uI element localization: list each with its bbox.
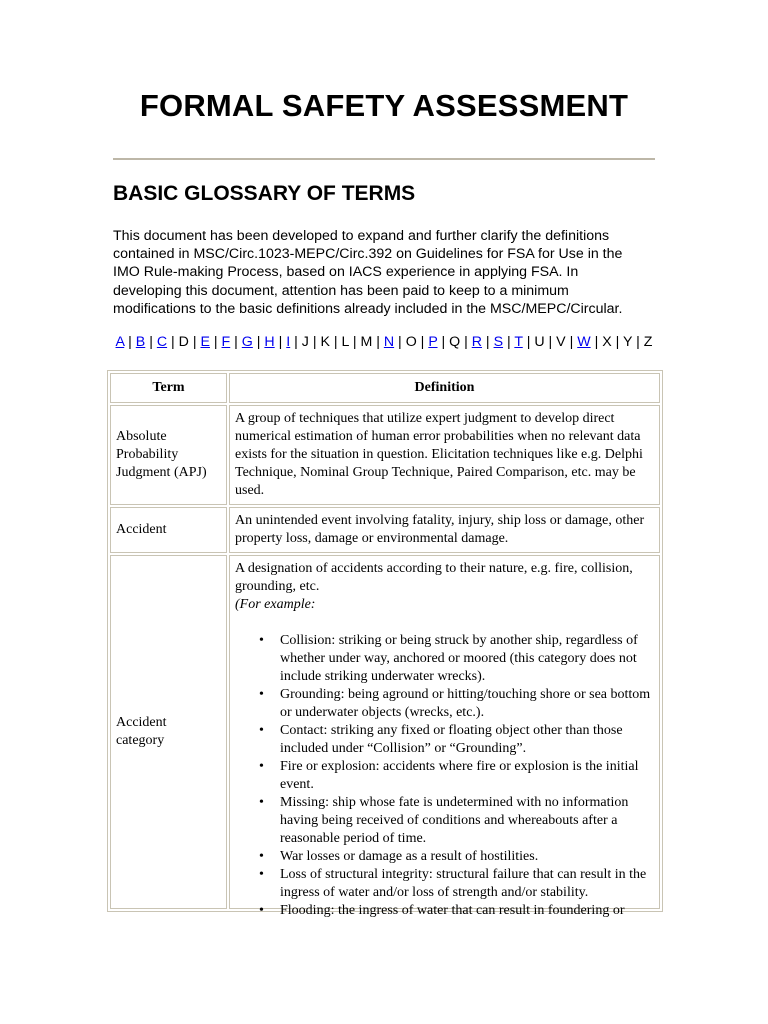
- index-separator: |: [611, 334, 623, 350]
- table-row: [110, 405, 660, 505]
- index-link-h[interactable]: H: [264, 334, 275, 350]
- index-link-e[interactable]: E: [200, 334, 210, 350]
- intro-line: IMO Rule-making Process, based on IACS experience in applying FSA. In: [113, 264, 579, 281]
- accident-category-list: [235, 632, 654, 920]
- index-separator: |: [632, 334, 644, 350]
- index-separator: |: [252, 334, 265, 350]
- index-separator: |: [188, 334, 201, 350]
- index-link-g[interactable]: G: [241, 334, 253, 350]
- definition-content: [235, 560, 654, 918]
- index-separator: |: [145, 334, 157, 350]
- index-link-f[interactable]: F: [221, 334, 231, 350]
- index-letter-q: Q: [449, 334, 461, 350]
- index-separator: |: [590, 334, 603, 350]
- definition-text: A group of techniques that utilize expert judgment to develop direct numerical estimation of human error probabilities when no relevant data exists for the situation in question. Elicitation techniques like e.g. Delphi Technique, Nominal Group Technique, Paired Comparison, etc. may be used.: [235, 411, 643, 498]
- index-letter-v: V: [556, 334, 566, 350]
- list-item: • Loss of structural integrity: structural failure that can result in the ingress of water and/or loss of strength and/or stability.: [280, 866, 654, 902]
- index-separator: |: [503, 334, 515, 350]
- list-item: • Grounding: being aground or hitting/touching shore or sea bottom or underwater objects (wrecks, etc.).: [280, 686, 654, 722]
- index-separator: |: [290, 334, 302, 350]
- index-separator: |: [565, 334, 578, 350]
- term-line: Accident: [116, 522, 167, 537]
- list-item: • Missing: ship whose fate is undetermined with no information having being received of conditions and whereabouts after a reasonable period of time.: [280, 794, 654, 848]
- index-separator: |: [308, 334, 321, 350]
- index-letter-k: K: [320, 334, 330, 350]
- list-item: • War losses or damage as a result of hostilities.: [280, 848, 654, 866]
- table-header-row: [110, 373, 660, 403]
- index-letter-y: Y: [622, 334, 633, 350]
- index-separator: |: [394, 334, 406, 350]
- index-separator: |: [544, 334, 557, 350]
- index-letter-o: O: [405, 334, 417, 350]
- header-term: Term: [110, 373, 227, 403]
- index-separator: |: [460, 334, 472, 350]
- term-line: Accident: [116, 715, 167, 730]
- index-separator: |: [348, 334, 361, 350]
- index-link-w[interactable]: W: [577, 334, 591, 350]
- index-letter-z: Z: [643, 334, 653, 350]
- index-separator: |: [329, 334, 342, 350]
- index-link-t[interactable]: T: [514, 334, 523, 350]
- term-line: Probability: [116, 447, 179, 462]
- list-item: • Collision: striking or being struck by another ship, regardless of whether under way, anchored or moored (this category does not include striking underwater wrecks).: [280, 632, 654, 686]
- index-separator: |: [209, 334, 222, 350]
- intro-line: contained in MSC/Circ.1023-MEPC/Circ.392 on Guidelines for FSA for Use in the: [113, 246, 623, 263]
- index-letter-m: M: [360, 334, 373, 350]
- alphabet-index: [113, 333, 655, 351]
- list-item: • Contact: striking any fixed or floating object other than those included under “Collision” or “Grounding”.: [280, 722, 654, 758]
- index-link-n[interactable]: N: [383, 334, 395, 350]
- intro-paragraph: [113, 227, 658, 318]
- table-row: [110, 555, 660, 909]
- intro-line: modifications to the basic definitions already included in the MSC/MEPC/Circular.: [113, 300, 623, 317]
- section-heading: BASIC GLOSSARY OF TERMS: [113, 182, 416, 205]
- index-letter-x: X: [602, 334, 612, 350]
- list-item: • Flooding: the ingress of water that can result in foundering or: [280, 902, 654, 920]
- definition-text: An unintended event involving fatality, injury, ship loss or damage, other property loss, damage or environmental damage.: [235, 513, 645, 546]
- title-divider: [113, 158, 655, 160]
- term-cell: [110, 405, 227, 505]
- document-title: FORMAL SAFETY ASSESSMENT: [139, 88, 629, 123]
- term-line: category: [116, 733, 165, 748]
- index-separator: |: [437, 334, 450, 350]
- index-link-b[interactable]: B: [135, 334, 146, 350]
- term-line: Absolute: [116, 429, 167, 444]
- term-line: Judgment (APJ): [116, 465, 207, 480]
- index-separator: |: [416, 334, 429, 350]
- glossary-table: [107, 370, 663, 918]
- definition-cell: [229, 555, 660, 918]
- index-letter-d: D: [178, 334, 189, 350]
- index-link-c[interactable]: C: [156, 334, 168, 350]
- index-separator: |: [167, 334, 179, 350]
- intro-line: This document has been developed to expand and further clarify the definitions: [113, 228, 610, 244]
- index-separator: |: [230, 334, 242, 350]
- header-definition: Definition: [229, 373, 660, 403]
- index-separator: |: [522, 334, 535, 350]
- index-letter-u: U: [534, 334, 545, 350]
- definition-text: A designation of accidents according to their nature, e.g. fire, collision, grounding, etc.: [235, 561, 633, 594]
- term-cell: [110, 507, 227, 553]
- index-link-a[interactable]: A: [115, 334, 125, 350]
- index-separator: |: [274, 334, 287, 350]
- index-link-p[interactable]: P: [428, 334, 438, 350]
- index-link-i[interactable]: I: [286, 334, 291, 350]
- index-separator: |: [124, 334, 136, 350]
- term-cell: [110, 555, 227, 909]
- index-separator: |: [481, 334, 494, 350]
- list-item: • Fire or explosion: accidents where fire or explosion is the initial event.: [280, 758, 654, 794]
- definition-cell: [229, 507, 660, 553]
- index-separator: |: [372, 334, 384, 350]
- example-label: (For example:: [235, 597, 316, 612]
- index-letter-l: L: [341, 334, 349, 350]
- index-link-r[interactable]: R: [471, 334, 482, 350]
- intro-line: developing this document, attention has been paid to keep to a minimum: [113, 282, 569, 299]
- definition-cell: [229, 405, 660, 505]
- table-row: [110, 507, 660, 553]
- index-letter-j: J: [301, 334, 309, 350]
- index-link-s[interactable]: S: [493, 334, 504, 350]
